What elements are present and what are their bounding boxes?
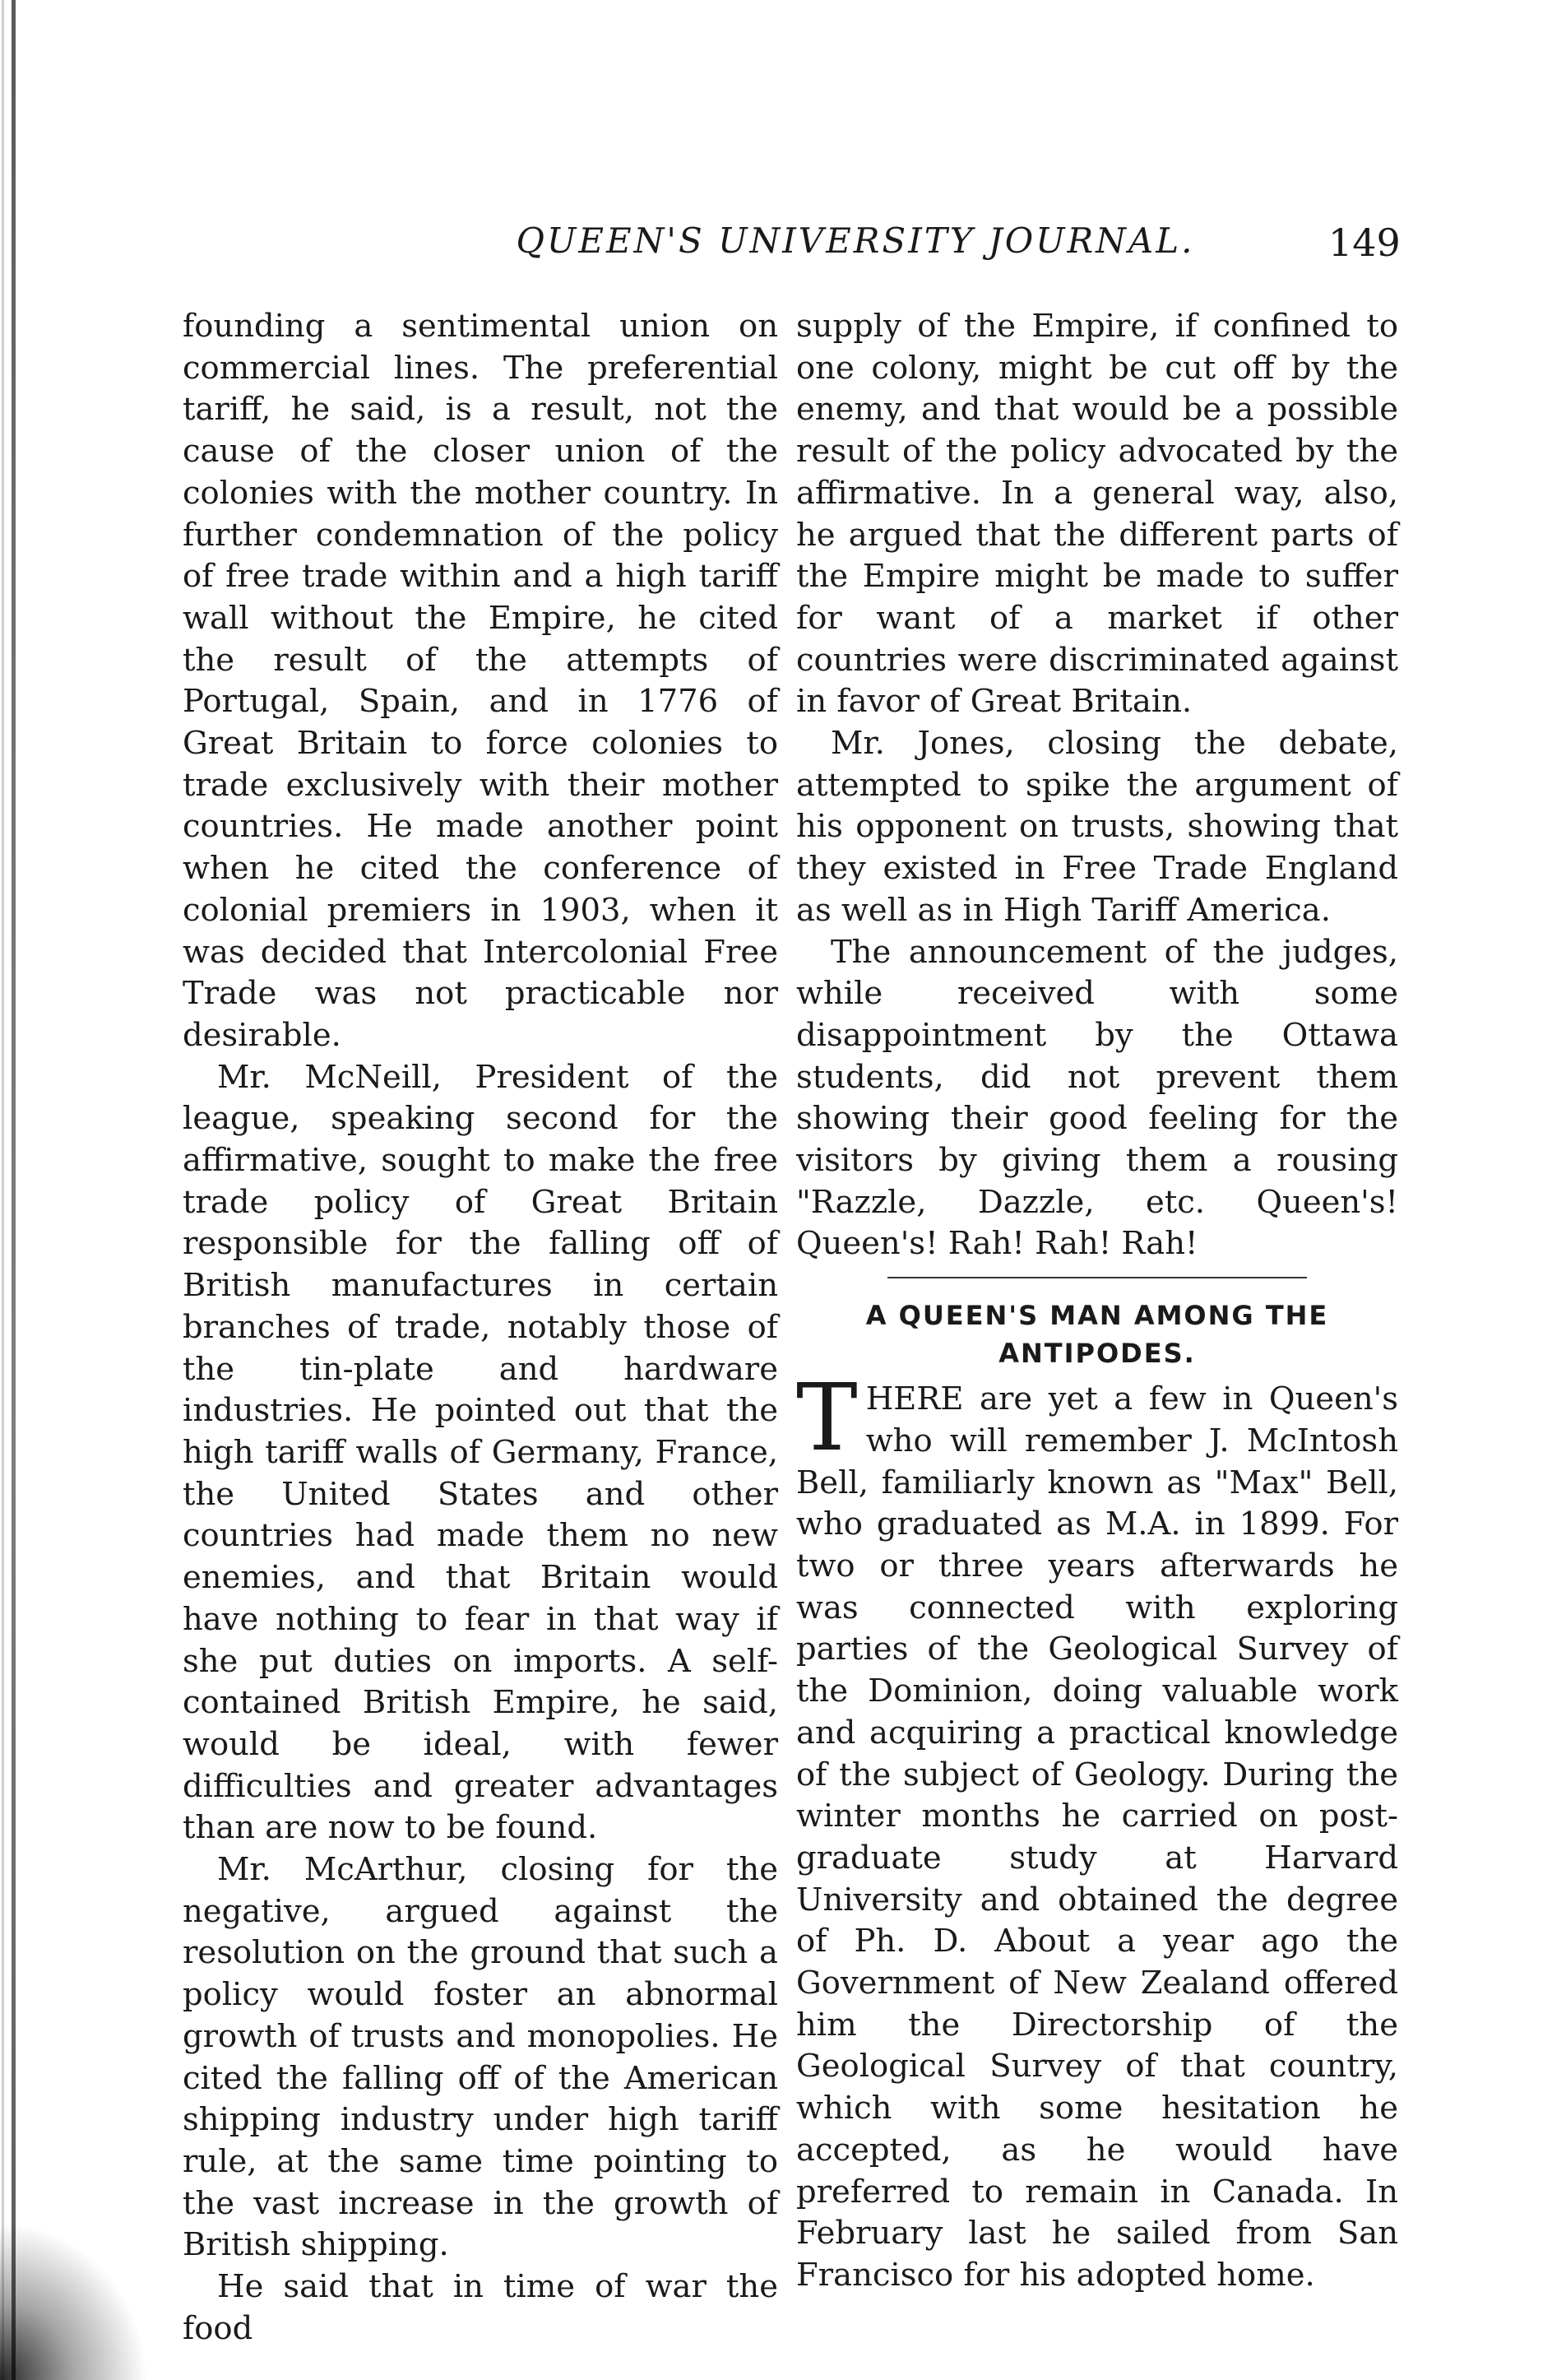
paragraph-mcarthur: Mr. McArthur, closing for the negative, argued against the resolution on the ground that such a policy would foster an abnormal growth of trusts and monopolies. He cited the falling off of the American shipping industry under high tariff rule, at the same time pointing to the vast increase in the growth of British shipping.: [183, 1851, 778, 2264]
paragraph-mcneill: Mr. McNeill, President of the league, speaking second for the affirmative, sought to make the free trade policy of Great Britain responsible for the falling off of British manufactures in certain branches of trade, notably those of the tin-plate and hardware industries. He pointed out that the high tariff walls of Germany, France, the United States and other countries had made them no new enemies, and that Britain would have nothing to fear in that way if she put duties on imports. A self-contained British Empire, he said, would be ideal, with fewer difficulties and greater advantages than are now to be found.: [183, 1058, 778, 1847]
article-body-text: HERE are yet a few in Queen's who will remember J. McIntosh Bell, familiarly known as "Max" Bell, who graduated as M.A. in 1899. For two or three years afterwards he was connected with exploring parties of the Geological Survey of the Dominion, doing valuable work and acquiring a practical knowledge of the subject of Geology. During the winter months he carried on post-graduate study at Harvard University and obtained the degree of Ph. D. About a year ago the Government of New Zealand offered him the Directorship of the Geological Survey of that country, which with some hesitation he accepted, as he would have preferred to remain in Canada. In February last he sailed from San Francisco for his adopted home.: [796, 1380, 1398, 2294]
page-number: 149: [1328, 220, 1401, 265]
page-edge-shadow: [2, 0, 4, 2380]
running-head: QUEEN'S UNIVERSITY JOURNAL.: [516, 220, 1195, 261]
right-column: [796, 306, 1398, 2297]
paragraph-food-supply-start: He said that in time of war the food: [183, 2268, 778, 2347]
page-edge-binding: [12, 0, 16, 2380]
article-heading-line1: A QUEEN'S MAN AMONG THE: [865, 1300, 1329, 1332]
paragraph-jones: Mr. Jones, closing the debate, attempted to spike the argument of his opponent on trusts, showing that they existed in Free Trade England as well as in High Tariff America.: [796, 725, 1398, 929]
paragraph-judges: The announcement of the judges, while received with some disappointment by the Ottawa students, did not prevent them showing their good feeling for the visitors by giving them a rousing "Razzle, Dazzle, etc. Queen's! Queen's! Rah! Rah! Rah!: [796, 933, 1398, 1263]
left-column: [183, 306, 778, 2350]
drop-cap: T: [796, 1365, 858, 1473]
paragraph-continued: founding a sentimental union on commercial lines. The preferential tariff, he said, is a result, not the cause of the closer union of the colonies with the mother country. In further condemnation of the policy of free trade within and a high tariff wall without the Empire, he cited the result of the attempts of Portugal, Spain, and in 1776 of Great Britain to force colonies to trade exclusively with their mother countries. He made another point when he cited the conference of colonial premiers in 1903, when it was decided that Intercolonial Free Trade was not practicable nor desirable.: [183, 308, 778, 1054]
article-body: [796, 1365, 1398, 2296]
article-heading: [796, 1297, 1398, 1372]
article-heading-line2: ANTIPODES.: [998, 1338, 1196, 1370]
paragraph-food-supply-cont: supply of the Empire, if confined to one colony, might be cut off by the enemy, and that would be a possible result of the policy advocated by the affirmative. In a general way, also, he argued that the different parts of the Empire might be made to suffer for want of a market if other countries were discriminated against in favor of Great Britain.: [796, 308, 1398, 721]
page-corner-smudge: [0, 2221, 148, 2380]
section-divider: [887, 1277, 1307, 1278]
